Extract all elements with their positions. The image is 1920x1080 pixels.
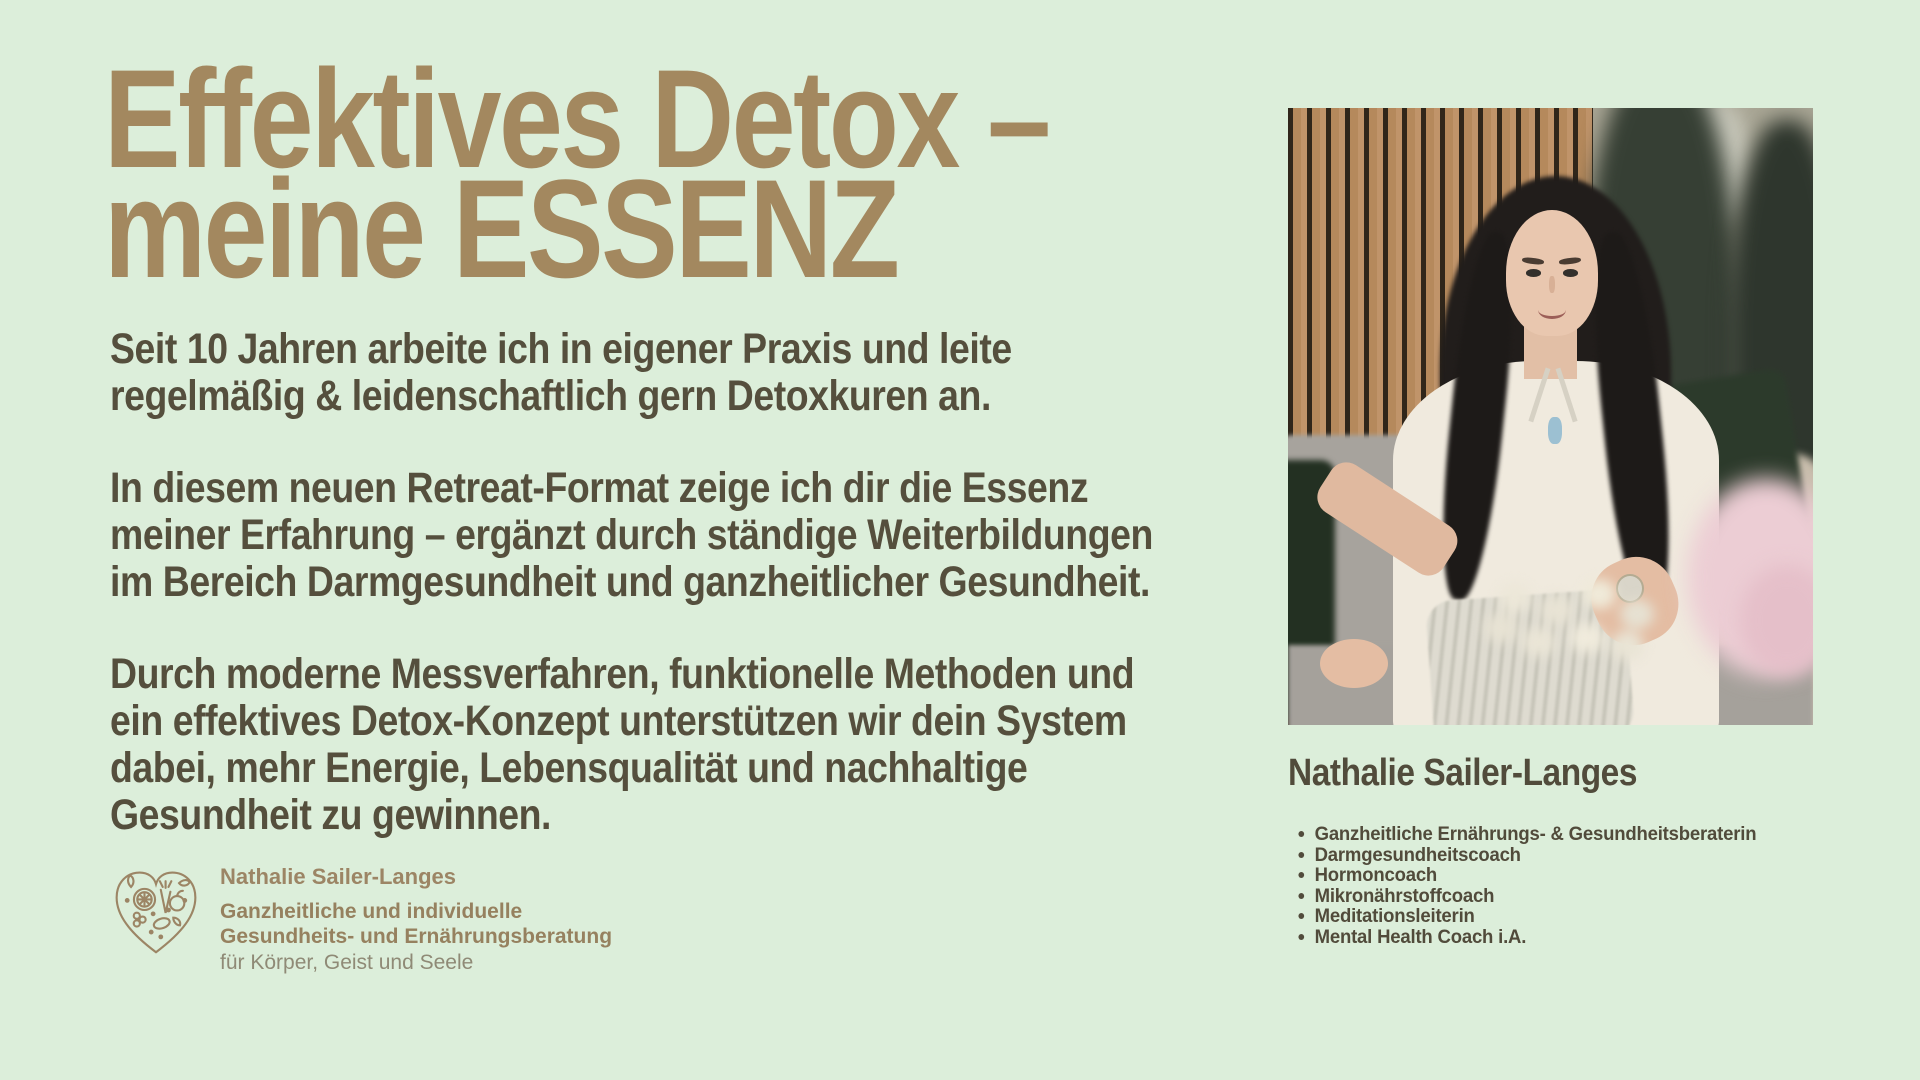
eye bbox=[1526, 269, 1541, 277]
brand-text bbox=[220, 858, 612, 975]
intro-p2-line: meiner Erfahrung – ergänzt durch ständige Weiterbildungen bbox=[110, 511, 1153, 559]
headline-line-2: meine ESSENZ bbox=[104, 150, 898, 307]
brand-tagline-line: Gesundheits- und Ernährungsberatung bbox=[220, 925, 613, 948]
credential-item: Mikronährstoffcoach bbox=[1288, 886, 1756, 907]
intro-p1-line: Seit 10 Jahren arbeite ich in eigener Praxis und leite bbox=[110, 325, 1012, 373]
intro-p3-line: dabei, mehr Energie, Lebensqualität und nachhaltige bbox=[110, 744, 1028, 792]
intro-paragraph-3 bbox=[110, 651, 1309, 839]
necklace-pendant bbox=[1548, 417, 1562, 444]
wrist-watch bbox=[1616, 574, 1644, 603]
intro-paragraph-1 bbox=[110, 326, 1309, 420]
credential-item: Meditationsleiterin bbox=[1288, 906, 1756, 927]
intro-p3-line: ein effektives Detox-Konzept unterstützen wir dein System bbox=[110, 697, 1127, 745]
intro-p3-line: Gesundheit zu gewinnen. bbox=[110, 791, 552, 839]
produce-heart-logo-icon bbox=[108, 858, 204, 962]
eyebrow bbox=[1559, 257, 1582, 266]
intro-p2-line: In diesem neuen Retreat-Format zeige ich dir die Essenz bbox=[110, 464, 1089, 512]
credential-item: Hormoncoach bbox=[1288, 865, 1756, 886]
credential-item: Ganzheitliche Ernährungs- & Gesundheitsberaterin bbox=[1288, 824, 1756, 845]
headline-line-1: Effektives Detox – bbox=[104, 40, 1049, 197]
eyebrow bbox=[1522, 257, 1545, 266]
brand-name: Nathalie Sailer-Langes bbox=[220, 864, 456, 889]
credentials-list bbox=[1288, 824, 1756, 947]
nose bbox=[1549, 276, 1555, 294]
intro-paragraph-2 bbox=[110, 465, 1309, 606]
page-title bbox=[104, 40, 1256, 307]
intro-text bbox=[110, 326, 1309, 884]
intro-p1-line: regelmäßig & leidenschaftlich gern Detoxkuren an. bbox=[110, 372, 991, 420]
brand-tagline-line: Ganzheitliche und individuelle bbox=[220, 900, 523, 923]
white-flowers bbox=[1498, 583, 1532, 613]
eye bbox=[1563, 269, 1578, 277]
intro-p2-line: im Bereich Darmgesundheit und ganzheitlicher Gesundheit. bbox=[110, 558, 1150, 606]
face bbox=[1506, 210, 1598, 336]
brand-block bbox=[108, 858, 612, 975]
credential-item: Mental Health Coach i.A. bbox=[1288, 927, 1756, 948]
credential-item: Darmgesundheitscoach bbox=[1288, 845, 1756, 866]
brand-subtitle: für Körper, Geist und Seele bbox=[220, 951, 474, 974]
smile bbox=[1538, 301, 1566, 319]
portrait-photo bbox=[1288, 108, 1813, 725]
intro-p3-line: Durch moderne Messverfahren, funktionelle Methoden und bbox=[110, 650, 1135, 698]
hand bbox=[1320, 639, 1388, 688]
profile-name: Nathalie Sailer-Langes bbox=[1288, 752, 1638, 794]
